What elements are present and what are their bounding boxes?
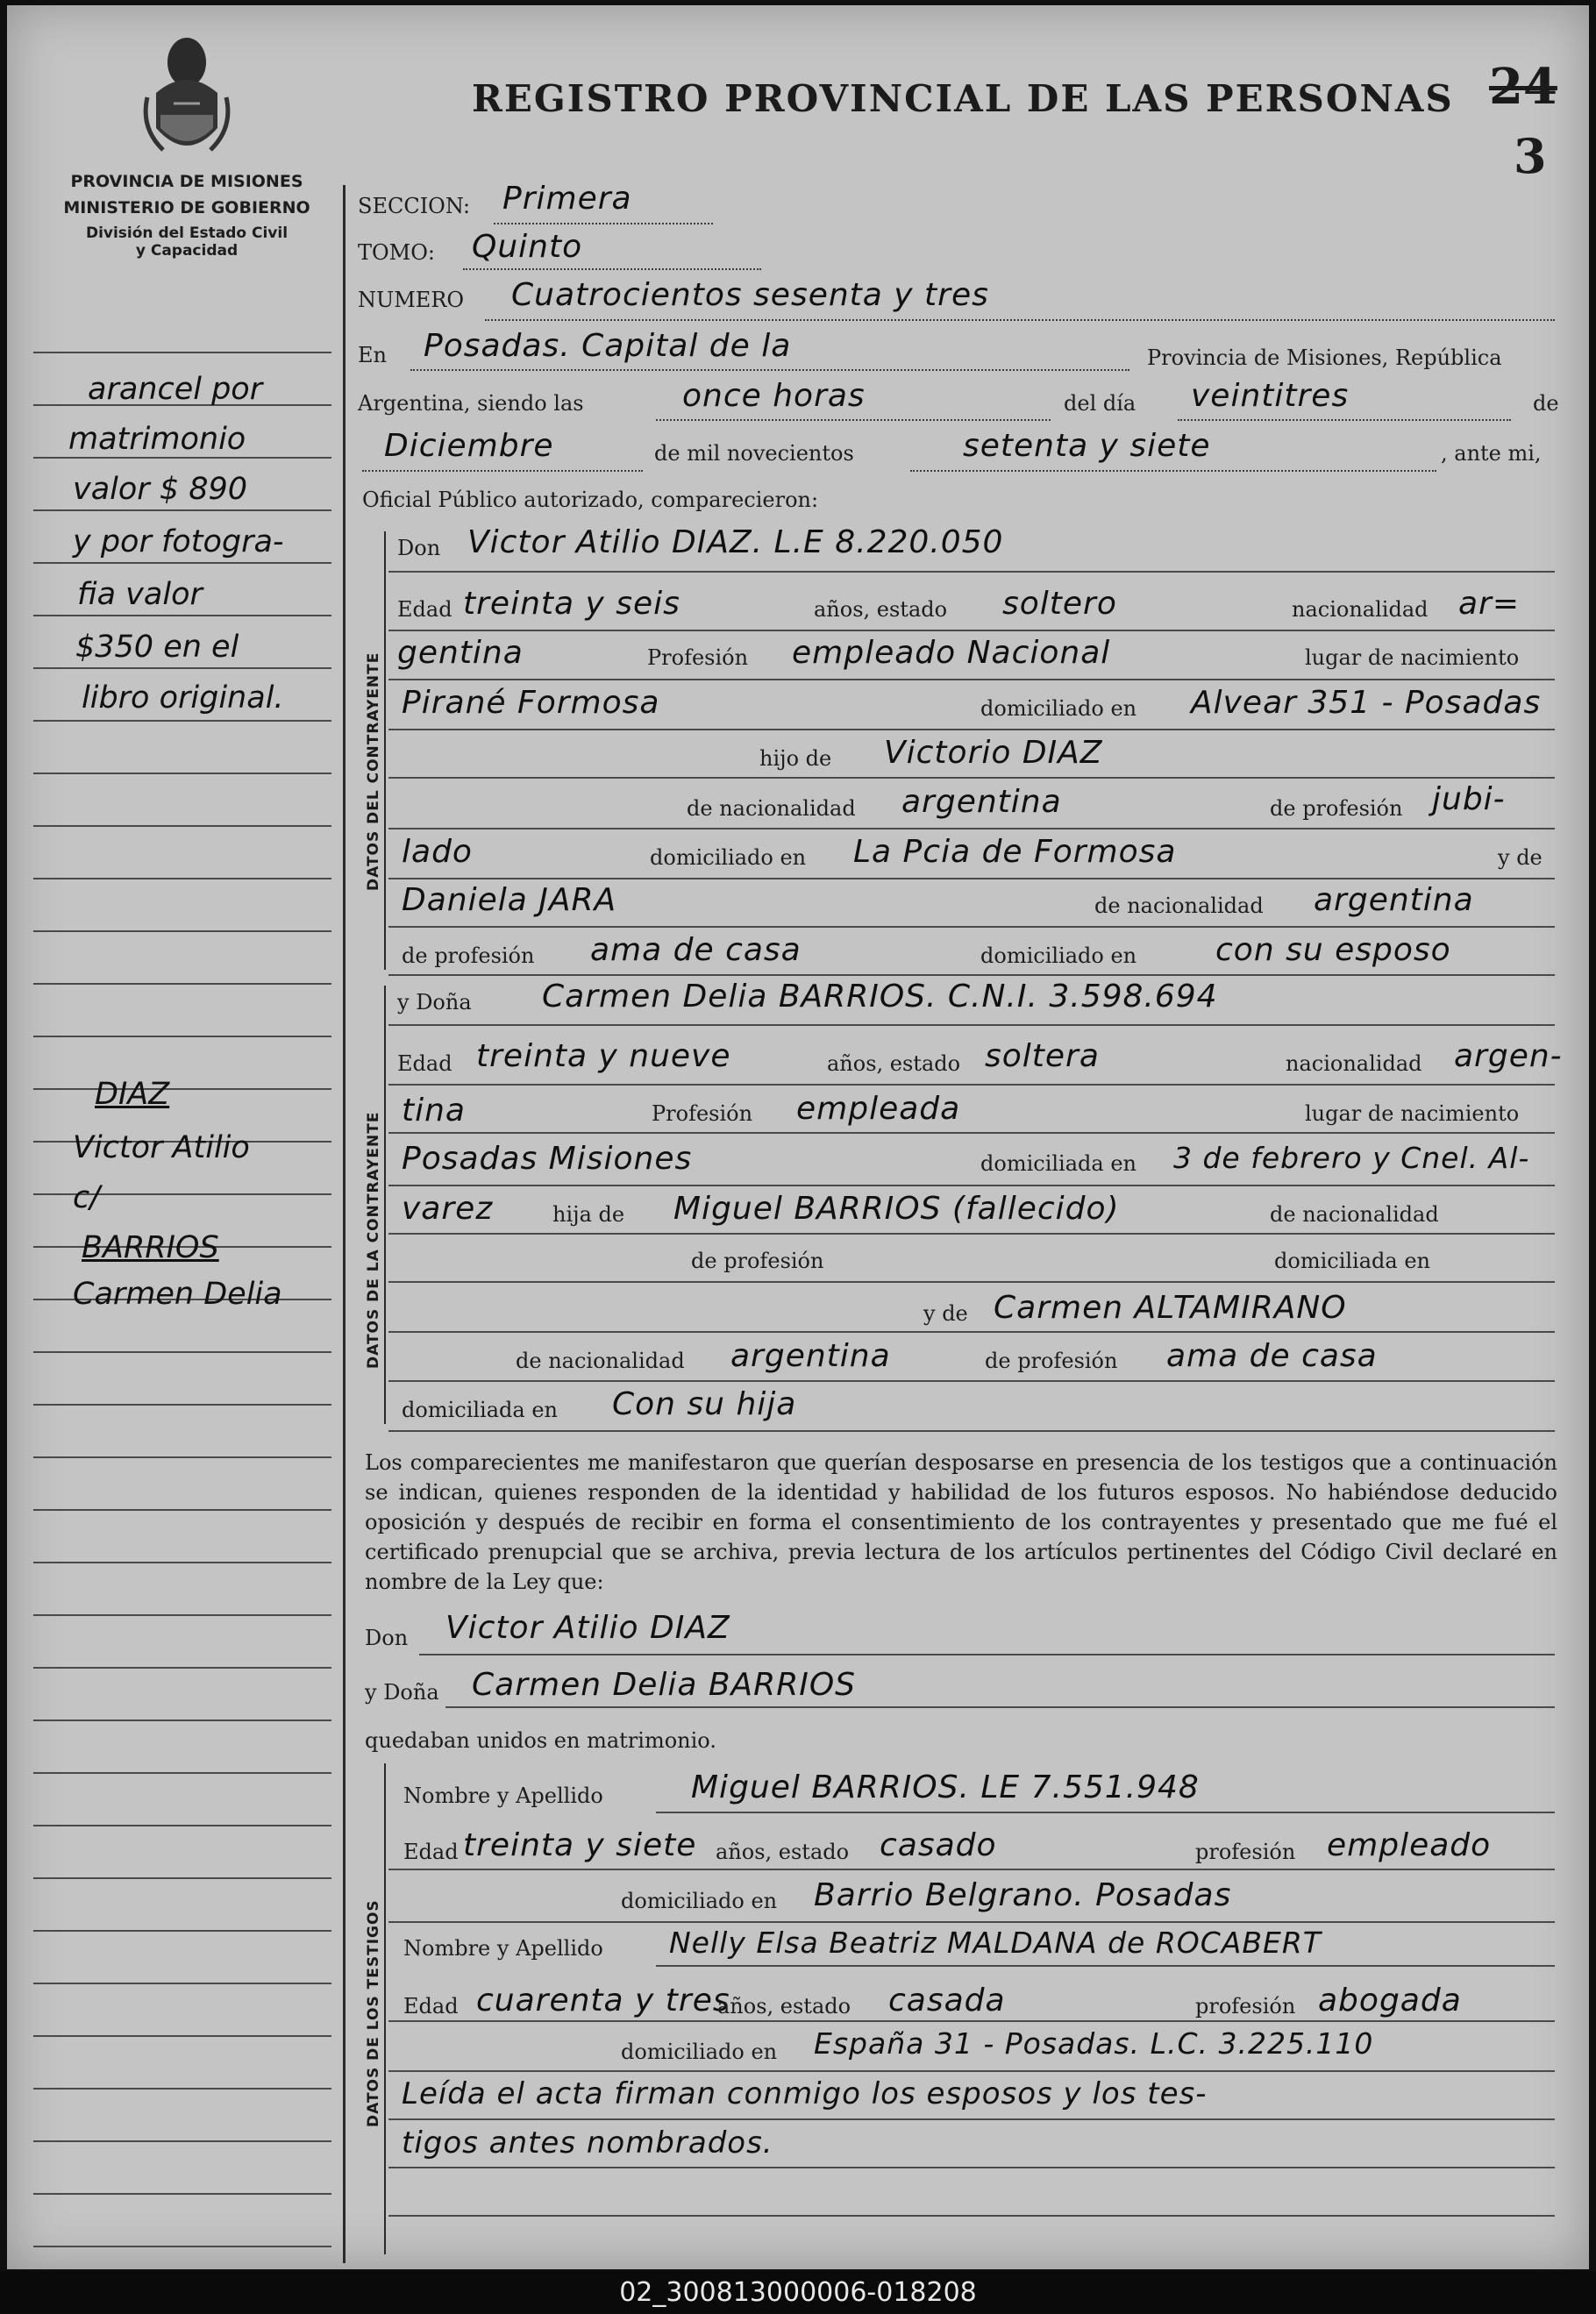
testigo-1-edad: treinta y siete: [463, 1827, 697, 1863]
decl-dona-label: y Doña: [365, 1680, 439, 1705]
contrayente-2-madre-nacionalidad: argentina: [730, 1338, 891, 1374]
dia-value: veintitres: [1191, 378, 1350, 414]
testigo-1-domicilio: Barrio Belgrano. Posadas: [814, 1877, 1232, 1913]
contrayente-1-padre: Victorio DIAZ: [884, 735, 1103, 771]
en-value: Posadas. Capital de la: [424, 328, 792, 364]
main-column-border: [343, 185, 346, 2263]
t2-anios-label: años, estado: [717, 1994, 851, 2019]
contrayente-1-madre-nacionalidad: argentina: [1314, 882, 1474, 918]
t1-profesion-label: profesión: [1195, 1840, 1296, 1864]
margin-note-line: y por fotogra-: [73, 524, 284, 559]
lugar-label-2: lugar de nacimiento: [1305, 1101, 1520, 1126]
contrayente-2-domicilio-a: 3 de febrero y Cnel. Al-: [1173, 1141, 1530, 1175]
contrayente-1-padre-nacionalidad: argentina: [901, 784, 1062, 820]
decl-don-label: Don: [365, 1626, 409, 1650]
margin-name-line: Carmen Delia: [73, 1277, 282, 1312]
madre-profesion-label-2: de profesión: [985, 1349, 1118, 1373]
contrayente-1-lugar: Pirané Formosa: [402, 685, 660, 721]
argentina-text: Argentina, siendo las: [358, 391, 584, 416]
contrayente-2-side-label: DATOS DE LA CONTRAYENTE: [365, 1111, 382, 1369]
don-label: Don: [397, 536, 441, 560]
testigo-1-nombre: Miguel BARRIOS. LE 7.551.948: [691, 1769, 1200, 1805]
domiciliada-en-label: domiciliada en: [1274, 1249, 1430, 1273]
ante-mi-label: , ante mi,: [1441, 441, 1542, 466]
contrayente-2-nacionalidad-b: tina: [402, 1093, 466, 1129]
contrayente-2-nacionalidad-a: argen-: [1454, 1038, 1563, 1074]
t1-nombre-label: Nombre y Apellido: [403, 1784, 603, 1808]
de-nacionalidad-label-2: de nacionalidad: [1270, 1202, 1439, 1227]
testigos-side-label: DATOS DE LOS TESTIGOS: [365, 1899, 382, 2127]
page-title: REGISTRO PROVINCIAL DE LAS PERSONAS: [472, 77, 1454, 120]
margin-name-line: DIAZ: [95, 1077, 170, 1112]
domiciliado-en-label: domiciliado en: [650, 845, 807, 870]
document-page: [7, 5, 1589, 2269]
contrayente-2-profesion: empleada: [796, 1091, 961, 1127]
madre-domicilio-label-2: domiciliada en: [402, 1398, 558, 1422]
contrayente-1-nombre: Victor Atilio DIAZ. L.E 8.220.050: [467, 524, 1004, 560]
contrayente-2-nombre: Carmen Delia BARRIOS. C.N.I. 3.598.694: [542, 979, 1218, 1015]
contrayente-1-padre-domicilio: La Pcia de Formosa: [853, 834, 1177, 870]
contrayente-2-madre-domicilio: Con su hija: [612, 1386, 797, 1422]
hora-value: once horas: [682, 378, 866, 414]
decl-don-value: Victor Atilio DIAZ: [445, 1610, 730, 1646]
contrayente-1-padre-profesion-b: lado: [402, 834, 473, 870]
contrayente-2-padre: Miguel BARRIOS (fallecido): [673, 1191, 1120, 1227]
mil-label: de mil novecientos: [654, 441, 854, 466]
contrayente-1-padre-profesion-a: jubi-: [1432, 781, 1506, 817]
tomo-value: Quinto: [472, 229, 583, 265]
contrayente-1-madre-profesion: ama de casa: [590, 932, 802, 968]
testigo-2-profesion: abogada: [1318, 1983, 1462, 2019]
provincia-text: Provincia de Misiones, República: [1147, 345, 1502, 370]
issuing-authority: [42, 172, 331, 260]
contrayente-2-domicilio-b: varez: [402, 1191, 494, 1227]
seccion-label: SECCION:: [358, 194, 471, 218]
y-de-label-2: y de: [923, 1301, 968, 1326]
ministry-name: MINISTERIO DE GOBIERNO: [63, 198, 310, 217]
declaration-text: Los comparecientes me manifestaron que querían desposarse en presencia de los testigos que a continuación se indican, quienes responden de la identidad y habilidad de los futuros esposos. No habiéndose deducido oposición y después de recibir en forma el consentimiento de los contrayentes y presentado que me fué el certificado prenupcial que se archiva, previa lectura de los artículos pertinentes del Código Civil declaré en nombre de la Ley que:: [365, 1450, 1557, 1594]
cierre-line-1: Leída el acta firman conmigo los esposos y los tes-: [402, 2076, 1208, 2111]
capacity-name: y Capacidad: [135, 242, 239, 260]
contrayente-2-estado: soltera: [985, 1038, 1100, 1074]
coat-of-arms-icon: [139, 32, 235, 163]
testigo-1-profesion: empleado: [1327, 1827, 1492, 1863]
margin-note-line: fia valor: [77, 577, 203, 612]
margin-name-line: c/: [73, 1180, 101, 1215]
anios-estado-label-2: años, estado: [827, 1051, 961, 1076]
madre-domicilio-label: domiciliado en: [980, 943, 1137, 968]
y-de-label: y de: [1498, 845, 1543, 870]
scan-identifier: 02_300813000006-018208: [0, 2271, 1596, 2314]
edad-label-2: Edad: [397, 1051, 452, 1076]
en-label: En: [358, 343, 387, 367]
margin-note-line: libro original.: [82, 680, 284, 716]
del-dia-label: del día: [1064, 391, 1136, 416]
t1-domicilio-label: domiciliado en: [621, 1889, 778, 1913]
lugar-label: lugar de nacimiento: [1305, 645, 1520, 670]
t2-domicilio-label: domiciliado en: [621, 2040, 778, 2064]
contrayente-1-profesion: empleado Nacional: [792, 635, 1111, 671]
de-profesion-label-2: de profesión: [691, 1249, 824, 1273]
madre-nacionalidad-label-2: de nacionalidad: [516, 1349, 685, 1373]
margin-name-line: BARRIOS: [82, 1230, 219, 1265]
nacionalidad-label-2: nacionalidad: [1286, 1051, 1422, 1076]
profesion-label: Profesión: [647, 645, 749, 670]
t2-nombre-label: Nombre y Apellido: [403, 1936, 603, 1961]
margin-note-line: matrimonio: [68, 422, 246, 457]
mes-value: Diciembre: [384, 428, 554, 464]
de-label: de: [1533, 391, 1559, 416]
t2-edad-label: Edad: [403, 1994, 459, 2019]
province-name: PROVINCIA DE MISIONES: [70, 172, 303, 191]
tomo-label: TOMO:: [358, 240, 436, 265]
testigo-1-estado: casado: [880, 1827, 997, 1863]
contrayente-1-side-label: DATOS DEL CONTRAYENTE: [365, 651, 382, 891]
t1-anios-label: años, estado: [716, 1840, 850, 1864]
decl-dona-value: Carmen Delia BARRIOS: [472, 1667, 857, 1703]
contrayente-1-nacionalidad-a: ar=: [1458, 586, 1521, 622]
dona-label: y Doña: [397, 990, 472, 1015]
nacionalidad-label: nacionalidad: [1292, 597, 1429, 622]
margin-name-line: Victor Atilio: [73, 1130, 250, 1165]
anios-estado-label: años, estado: [814, 597, 948, 622]
de-profesion-label: de profesión: [1270, 796, 1403, 821]
domiciliada-label: domiciliada en: [980, 1151, 1136, 1176]
division-name: División del Estado Civil: [85, 224, 289, 242]
contrayente-1-estado: soltero: [1002, 586, 1117, 622]
de-nacionalidad-label: de nacionalidad: [687, 796, 856, 821]
folio-number: 3: [1514, 128, 1547, 184]
contrayente-2-madre-profesion: ama de casa: [1166, 1338, 1378, 1374]
margin-note-line: valor $ 890: [73, 472, 248, 507]
testigo-2-edad: cuarenta y tres: [476, 1983, 730, 2019]
contrayente-2-border: [384, 986, 386, 1424]
oficial-text: Oficial Público autorizado, comparecieron:: [362, 488, 819, 512]
hija-label: hija de: [552, 1202, 625, 1227]
contrayente-2-madre: Carmen ALTAMIRANO: [994, 1290, 1347, 1326]
anio-value: setenta y siete: [963, 428, 1211, 464]
domiciliado-label: domiciliado en: [980, 696, 1137, 721]
contrayente-2-edad: treinta y nueve: [476, 1038, 731, 1074]
margin-note-line: $350 en el: [75, 630, 239, 665]
t1-edad-label: Edad: [403, 1840, 459, 1864]
numero-label: NUMERO: [358, 288, 465, 312]
contrayente-1-madre: Daniela JARA: [402, 882, 617, 918]
contrayente-2-lugar: Posadas Misiones: [402, 1141, 693, 1177]
madre-nacionalidad-label: de nacionalidad: [1094, 894, 1264, 918]
seccion-value: Primera: [502, 181, 632, 217]
hijo-label: hijo de: [759, 746, 832, 771]
decl-closing: quedaban unidos en matrimonio.: [365, 1728, 716, 1753]
contrayente-1-edad: treinta y seis: [463, 586, 680, 622]
folio-crossed: 24: [1489, 58, 1557, 116]
madre-profesion-label: de profesión: [402, 943, 535, 968]
cierre-line-2: tigos antes nombrados.: [402, 2125, 773, 2161]
contrayente-1-nacionalidad-b: gentina: [397, 635, 524, 671]
edad-label: Edad: [397, 597, 452, 622]
numero-value: Cuatrocientos sesenta y tres: [511, 277, 989, 313]
contrayente-1-domicilio: Alvear 351 - Posadas: [1191, 685, 1542, 721]
contrayente-1-madre-domicilio: con su esposo: [1215, 932, 1451, 968]
testigos-border: [384, 1763, 386, 2254]
testigo-2-nombre: Nelly Elsa Beatriz MALDANA de ROCABERT: [669, 1926, 1322, 1960]
profesion-label-2: Profesión: [652, 1101, 753, 1126]
t2-profesion-label: profesión: [1195, 1994, 1296, 2019]
testigo-2-domicilio: España 31 - Posadas. L.C. 3.225.110: [814, 2026, 1374, 2061]
contrayente-1-border: [384, 531, 386, 970]
margin-note-line: arancel por: [88, 372, 263, 407]
testigo-2-estado: casada: [888, 1983, 1006, 2019]
